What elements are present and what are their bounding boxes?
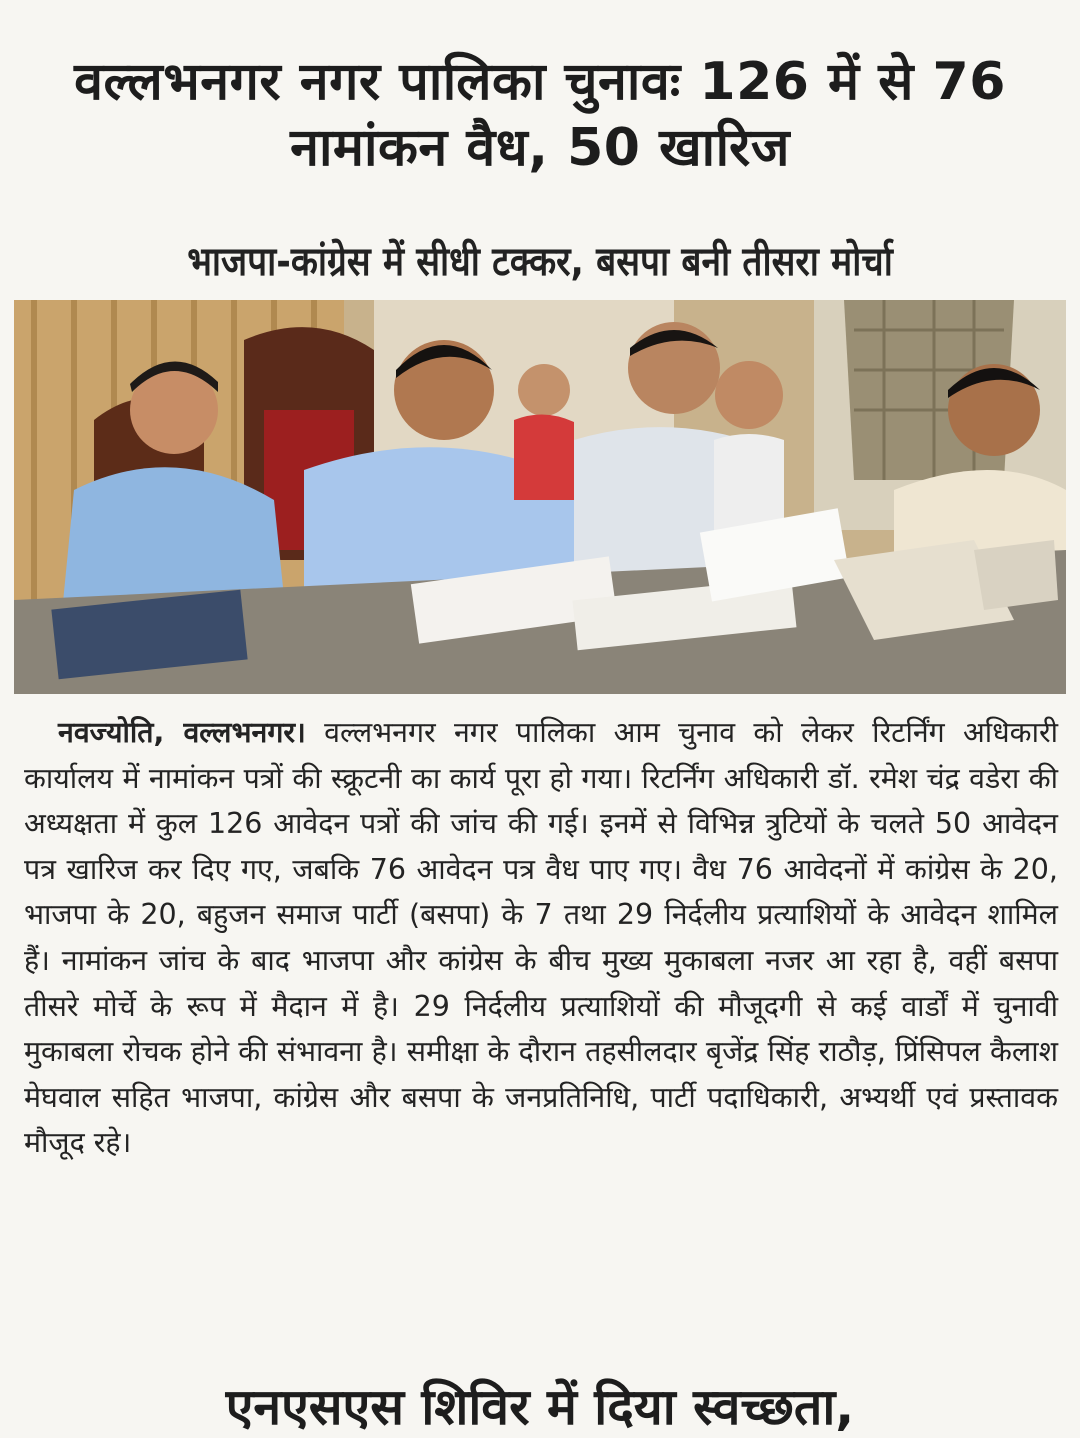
headline: वल्लभनगर नगर पालिका चुनावः 126 में से 76 नामांकन वैध, 50 खारिज xyxy=(74,51,1006,178)
photo-meeting-illustration xyxy=(14,300,1066,694)
news-photo xyxy=(14,300,1066,694)
dateline: नवज्योति, वल्लभनगर। xyxy=(58,716,306,749)
subheadline: भाजपा-कांग्रेस में सीधी टक्कर, बसपा बनी तीसरा मोर्चा xyxy=(187,239,893,286)
body-paragraph: वल्लभनगर नगर पालिका आम चुनाव को लेकर रिटर्निंग अधिकारी कार्यालय में नामांकन पत्रों की स्क्रूटनी का कार्य पूरा हो गया। रिटर्निंग अधिकारी डॉ. रमेश चंद्र वडेरा की अध्यक्षता में कुल 126 आवेदन पत्रों की जांच की गई। इनमें से विभिन्न त्रुटियों के चलते 50 आवेदन पत्र खारिज कर दिए गए, जबकि 76 आवेदन पत्र वैध पाए गए। वैध 76 आवेदनों में कांग्रेस के 20, भाजपा के 20, बहुजन समाज पार्टी (बसपा) के 7 तथा 29 निर्दलीय प्रत्याशियों के आवेदन शामिल हैं। नामांकन जांच के बाद भाजपा और कांग्रेस के बीच मुख्य मुकाबला नजर आ रहा है, वहीं बसपा तीसरे मोर्चे के रूप में मैदान में है। 29 निर्दलीय प्रत्याशियों की मौजूदगी से कई वार्डों में चुनावी मुकाबला रोचक होने की संभावना है। समीक्षा के दौरान तहसीलदार बृजेंद्र सिंह राठौड़, प्रिंसिपल कैलाश मेघवाल सहित भाजपा, कांग्रेस और बसपा के जनप्रतिनिधि, पार्टी पदाधिकारी, अभ्यर्थी एवं प्रस्तावक मौजूद रहे। xyxy=(24,716,1058,1160)
article-body xyxy=(24,710,1058,1166)
next-article-headline: एनएसएस शिविर में दिया स्वच्छता, xyxy=(225,1378,855,1436)
